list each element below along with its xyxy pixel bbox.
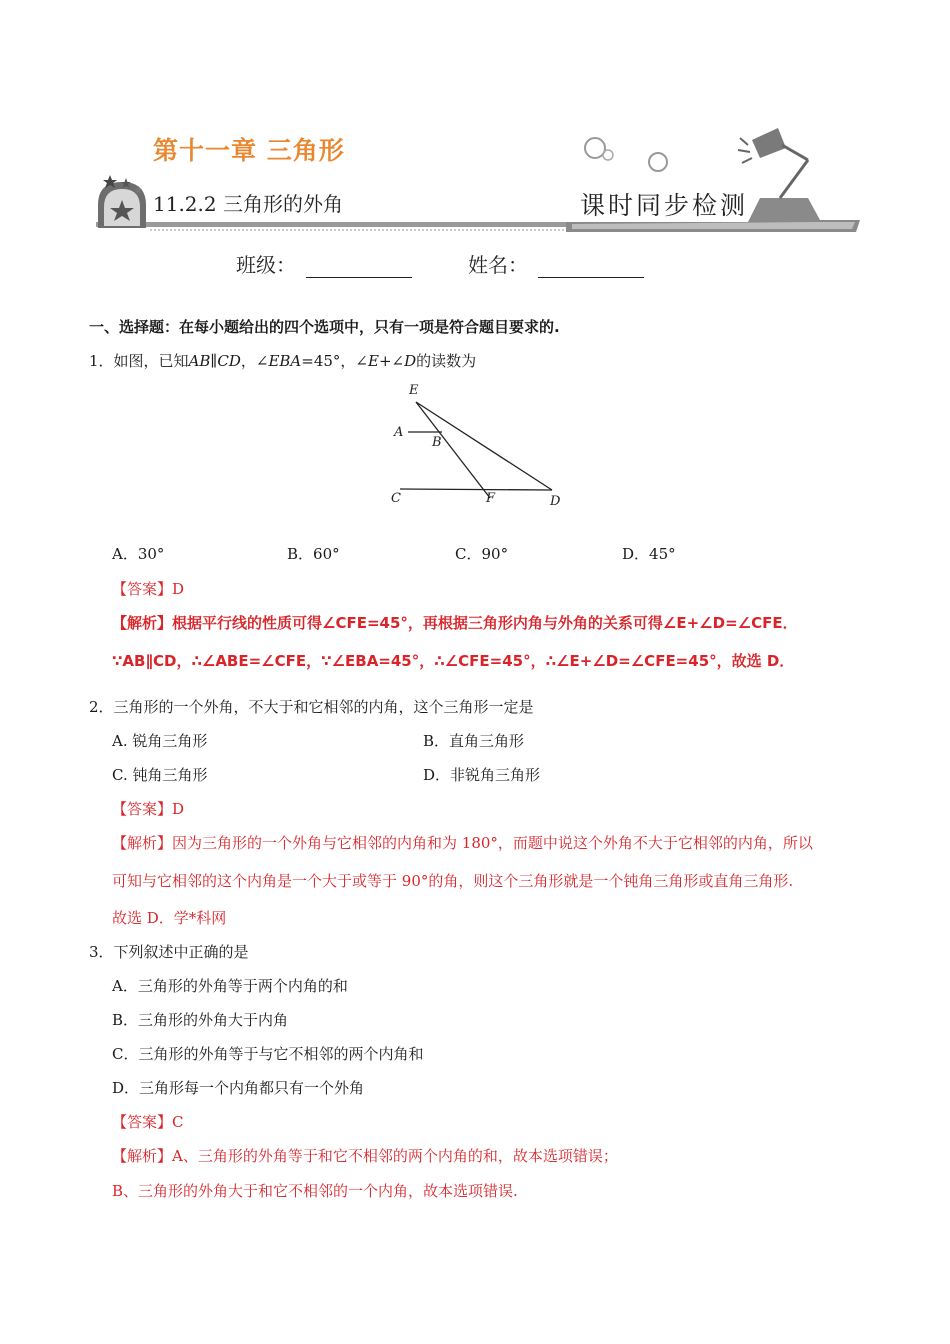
page-header (0, 0, 950, 240)
q3-analysis-tag: 【解析】 (112, 1147, 173, 1165)
q2-analysis-tag: 【解析】 (112, 834, 173, 852)
q3-stem (89, 941, 249, 962)
label-a: A (394, 425, 404, 440)
section-title: 11.2.2 三角形的外角 (153, 192, 343, 216)
name-blank (538, 259, 644, 278)
q3-stem-text: 下列叙述中正确的是 (113, 943, 249, 961)
label-f: F (486, 491, 496, 506)
q1-stem-part: +∠ (378, 352, 405, 370)
q1-stem-text: 的读数为 (416, 352, 477, 370)
q1-stem-eba: EBA (268, 352, 302, 370)
q3-option-d: D．三角形每一个内角都只有一个外角 (112, 1079, 365, 1097)
q3-option-a: A．三角形的外角等于两个内角的和 (112, 977, 348, 995)
q2-option-b: B．直角三角形 (423, 732, 525, 750)
q2-stem (89, 696, 534, 717)
q1-option-a: A．30° (112, 545, 165, 563)
q3-analysis-text: A、三角形的外角等于和它不相邻的两个内角的和，故本选项错误； (172, 1147, 618, 1165)
q2-number: 2． (89, 698, 114, 716)
header-decoration (0, 0, 950, 240)
class-field (236, 249, 412, 278)
q3-analysis-line2: B、三角形的外角大于和它不相邻的一个内角，故本选项错误. (112, 1182, 518, 1200)
part1-heading: 一、选择题：在每小题给出的四个选项中，只有一项是符合题目要求的. (89, 318, 560, 336)
q1-stem (89, 350, 476, 371)
chapter-title: 第十一章 三角形 (153, 136, 345, 165)
q3-option-b: B．三角形的外角大于内角 (112, 1011, 289, 1029)
q1-analysis-line1 (112, 612, 798, 633)
q2-analysis-line1 (112, 832, 813, 853)
q2-analysis-line2: 可知与它相邻的这个内角是一个大于或等于 90°的角，则这个三角形就是一个钝角三角形或直角三角形. (112, 872, 794, 890)
q1-analysis-line2: ∵AB∥CD，∴∠ABE=∠CFE，∵∠EBA=45°，∴∠CFE=45°，∴∠E+∠D=∠CFE=45°，故选 D． (112, 652, 795, 670)
q1-analysis-tag: 【解析】 (112, 614, 173, 632)
q1-option-d: D．45° (622, 545, 676, 563)
q1-option-c: C．90° (455, 545, 509, 563)
desk-lamp-icon (738, 128, 808, 198)
label-b: B (432, 435, 442, 450)
q1-stem-ab: AB∥CD (188, 352, 241, 370)
q3-analysis-line1 (112, 1145, 618, 1166)
q2-analysis-text: 因为三角形的一个外角与它相邻的内角和为 180°，而题中说这个外角不大于它相邻的内角，所以 (172, 834, 813, 852)
label-c: C (391, 491, 401, 506)
q1-figure (380, 378, 580, 513)
q3-option-c: C．三角形的外角等于与它不相邻的两个内角和 (112, 1045, 424, 1063)
q1-stem-d: D (404, 352, 417, 370)
q3-answer: 【答案】C (112, 1113, 184, 1131)
name-label: 姓名： (468, 253, 528, 277)
name-field (468, 249, 644, 278)
q1-option-b: B．60° (287, 545, 340, 563)
badge-title: 课时同步检测 (580, 191, 749, 220)
q1-stem-part: ，∠ (240, 352, 269, 370)
class-blank (306, 259, 412, 278)
q3-number: 3． (89, 943, 114, 961)
q1-answer: 【答案】D (112, 580, 185, 598)
q2-analysis-line3: 故选 D．学*科网 (112, 909, 227, 927)
q1-stem-e: E (367, 352, 379, 370)
line-ef (416, 402, 490, 498)
q1-stem-part: =45°，∠ (301, 352, 368, 370)
q2-answer: 【答案】D (112, 800, 185, 818)
q1-stem-text: 如图，已知 (113, 352, 189, 370)
q1-analysis-text: 根据平行线的性质可得∠CFE=45°，再根据三角形内角与外角的关系可得∠E+∠D=∠CFE． (172, 614, 798, 632)
q2-option-d: D．非锐角三角形 (423, 766, 541, 784)
class-label: 班级： (236, 253, 296, 277)
label-d: D (550, 494, 561, 509)
q2-option-a: A. 锐角三角形 (112, 732, 208, 750)
q2-option-c: C. 钝角三角形 (112, 766, 208, 784)
label-e: E (409, 383, 419, 398)
q1-number: 1． (89, 352, 114, 370)
q2-stem-text: 三角形的一个外角，不大于和它相邻的内角，这个三角形一定是 (113, 698, 534, 716)
